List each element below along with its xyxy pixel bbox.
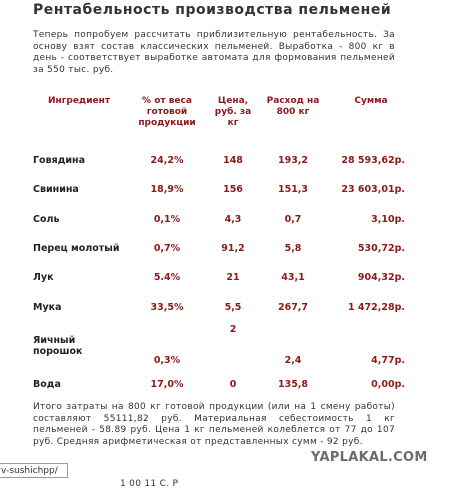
ingredient-price: 148 [223, 155, 243, 167]
ingredient-sum: 530,72р. [357, 243, 405, 255]
ingredient-usage: 2,4 [284, 354, 302, 366]
watermark: YAPLAKAL.COM [311, 450, 428, 465]
ingredient-name: Перец молотый [33, 243, 120, 255]
ingredient-price: 21 [226, 272, 240, 284]
header-usage: Расход на 800 кг [266, 96, 320, 117]
ingredient-percent: 18,9% [150, 184, 184, 196]
ingredient-sum: 1 472,28р. [348, 301, 405, 313]
ingredient-price: 0 [229, 378, 237, 390]
table-row [33, 370, 413, 399]
ingredient-usage: 267,7 [277, 301, 309, 313]
ingredient-percent: 17,0% [150, 378, 184, 390]
ingredient-name: Говядина [33, 155, 85, 167]
url-tooltip: v-sushichpp/ [0, 463, 68, 478]
ingredient-usage: 43,1 [281, 272, 305, 284]
table-row [33, 175, 413, 204]
ingredient-percent: 5.4% [153, 272, 181, 284]
intro-paragraph: Теперь попробуем рассчитать приблизительную рентабельность. За основу взят состав классических пельменей. Выработка - 800 кг в день - соответствует выработке автомата для формования пельменей за 550 тыс. руб. [33, 30, 395, 75]
table-row [33, 146, 413, 175]
ingredient-usage: 0,7 [284, 213, 302, 225]
ingredient-name: Соль [33, 213, 60, 225]
header-price: Цена, руб. за кг [214, 96, 252, 128]
ingredient-percent: 33,5% [150, 301, 184, 313]
page-title: Рентабельность производства пельменей [33, 2, 392, 18]
ingredient-usage: 193,2 [277, 155, 309, 167]
summary-paragraph: Итого затраты на 800 кг готовой продукции (или на 1 смену работы) составляют 55111,82 руб. Материальная себестоимость 1 кг пельменей - 58.89 руб. Цена 1 кг пельменей колеблется от 77 до 107 руб. Средняя арифметическая от представленных сумм - 92 руб. [33, 402, 395, 447]
table-row [33, 322, 413, 370]
header-percent: % от веса готовой продукции [138, 96, 196, 128]
ingredient-sum: 28 593,62р. [341, 155, 405, 167]
ingredient-sum: 3,10р. [371, 213, 405, 225]
ingredient-sum: 904,32р. [357, 272, 405, 284]
ingredient-usage: 5,8 [284, 243, 302, 255]
ingredient-percent: 0,7% [153, 243, 181, 255]
ingredient-name: Вода [33, 378, 61, 390]
ingredient-price: 91,2 [221, 243, 245, 255]
ingredient-sum: 4,77р. [371, 354, 405, 366]
ingredient-name: Мука [33, 301, 62, 313]
table-header-row [33, 96, 413, 146]
ingredient-name: Свинина [33, 184, 79, 196]
ingredient-price: 5,5 [224, 301, 242, 313]
ingredient-usage: 151,3 [277, 184, 309, 196]
ingredient-name: Яичный порошок [33, 334, 83, 357]
table-row [33, 234, 413, 263]
cut-off-text-line: 1 00 11 С. Р [120, 479, 179, 489]
ingredient-price: 156 [223, 184, 243, 196]
ingredient-name: Лук [33, 272, 54, 284]
header-sum: Сумма [354, 96, 388, 106]
ingredient-usage: 135,8 [277, 378, 309, 390]
table-row [33, 205, 413, 234]
table-row [33, 263, 413, 292]
ingredient-percent: 0,1% [153, 213, 181, 225]
ingredient-price: 4,3 [224, 213, 242, 225]
table-row [33, 292, 413, 321]
ingredient-percent: 24,2% [150, 155, 184, 167]
ingredient-sum: 0,00р. [371, 378, 405, 390]
ingredient-sum: 23 603,01р. [341, 184, 405, 196]
cost-table [33, 96, 413, 399]
header-ingredient: Ингредиент [47, 96, 111, 106]
ingredient-price: 2 [229, 323, 237, 335]
ingredient-percent: 0,3% [153, 354, 181, 366]
